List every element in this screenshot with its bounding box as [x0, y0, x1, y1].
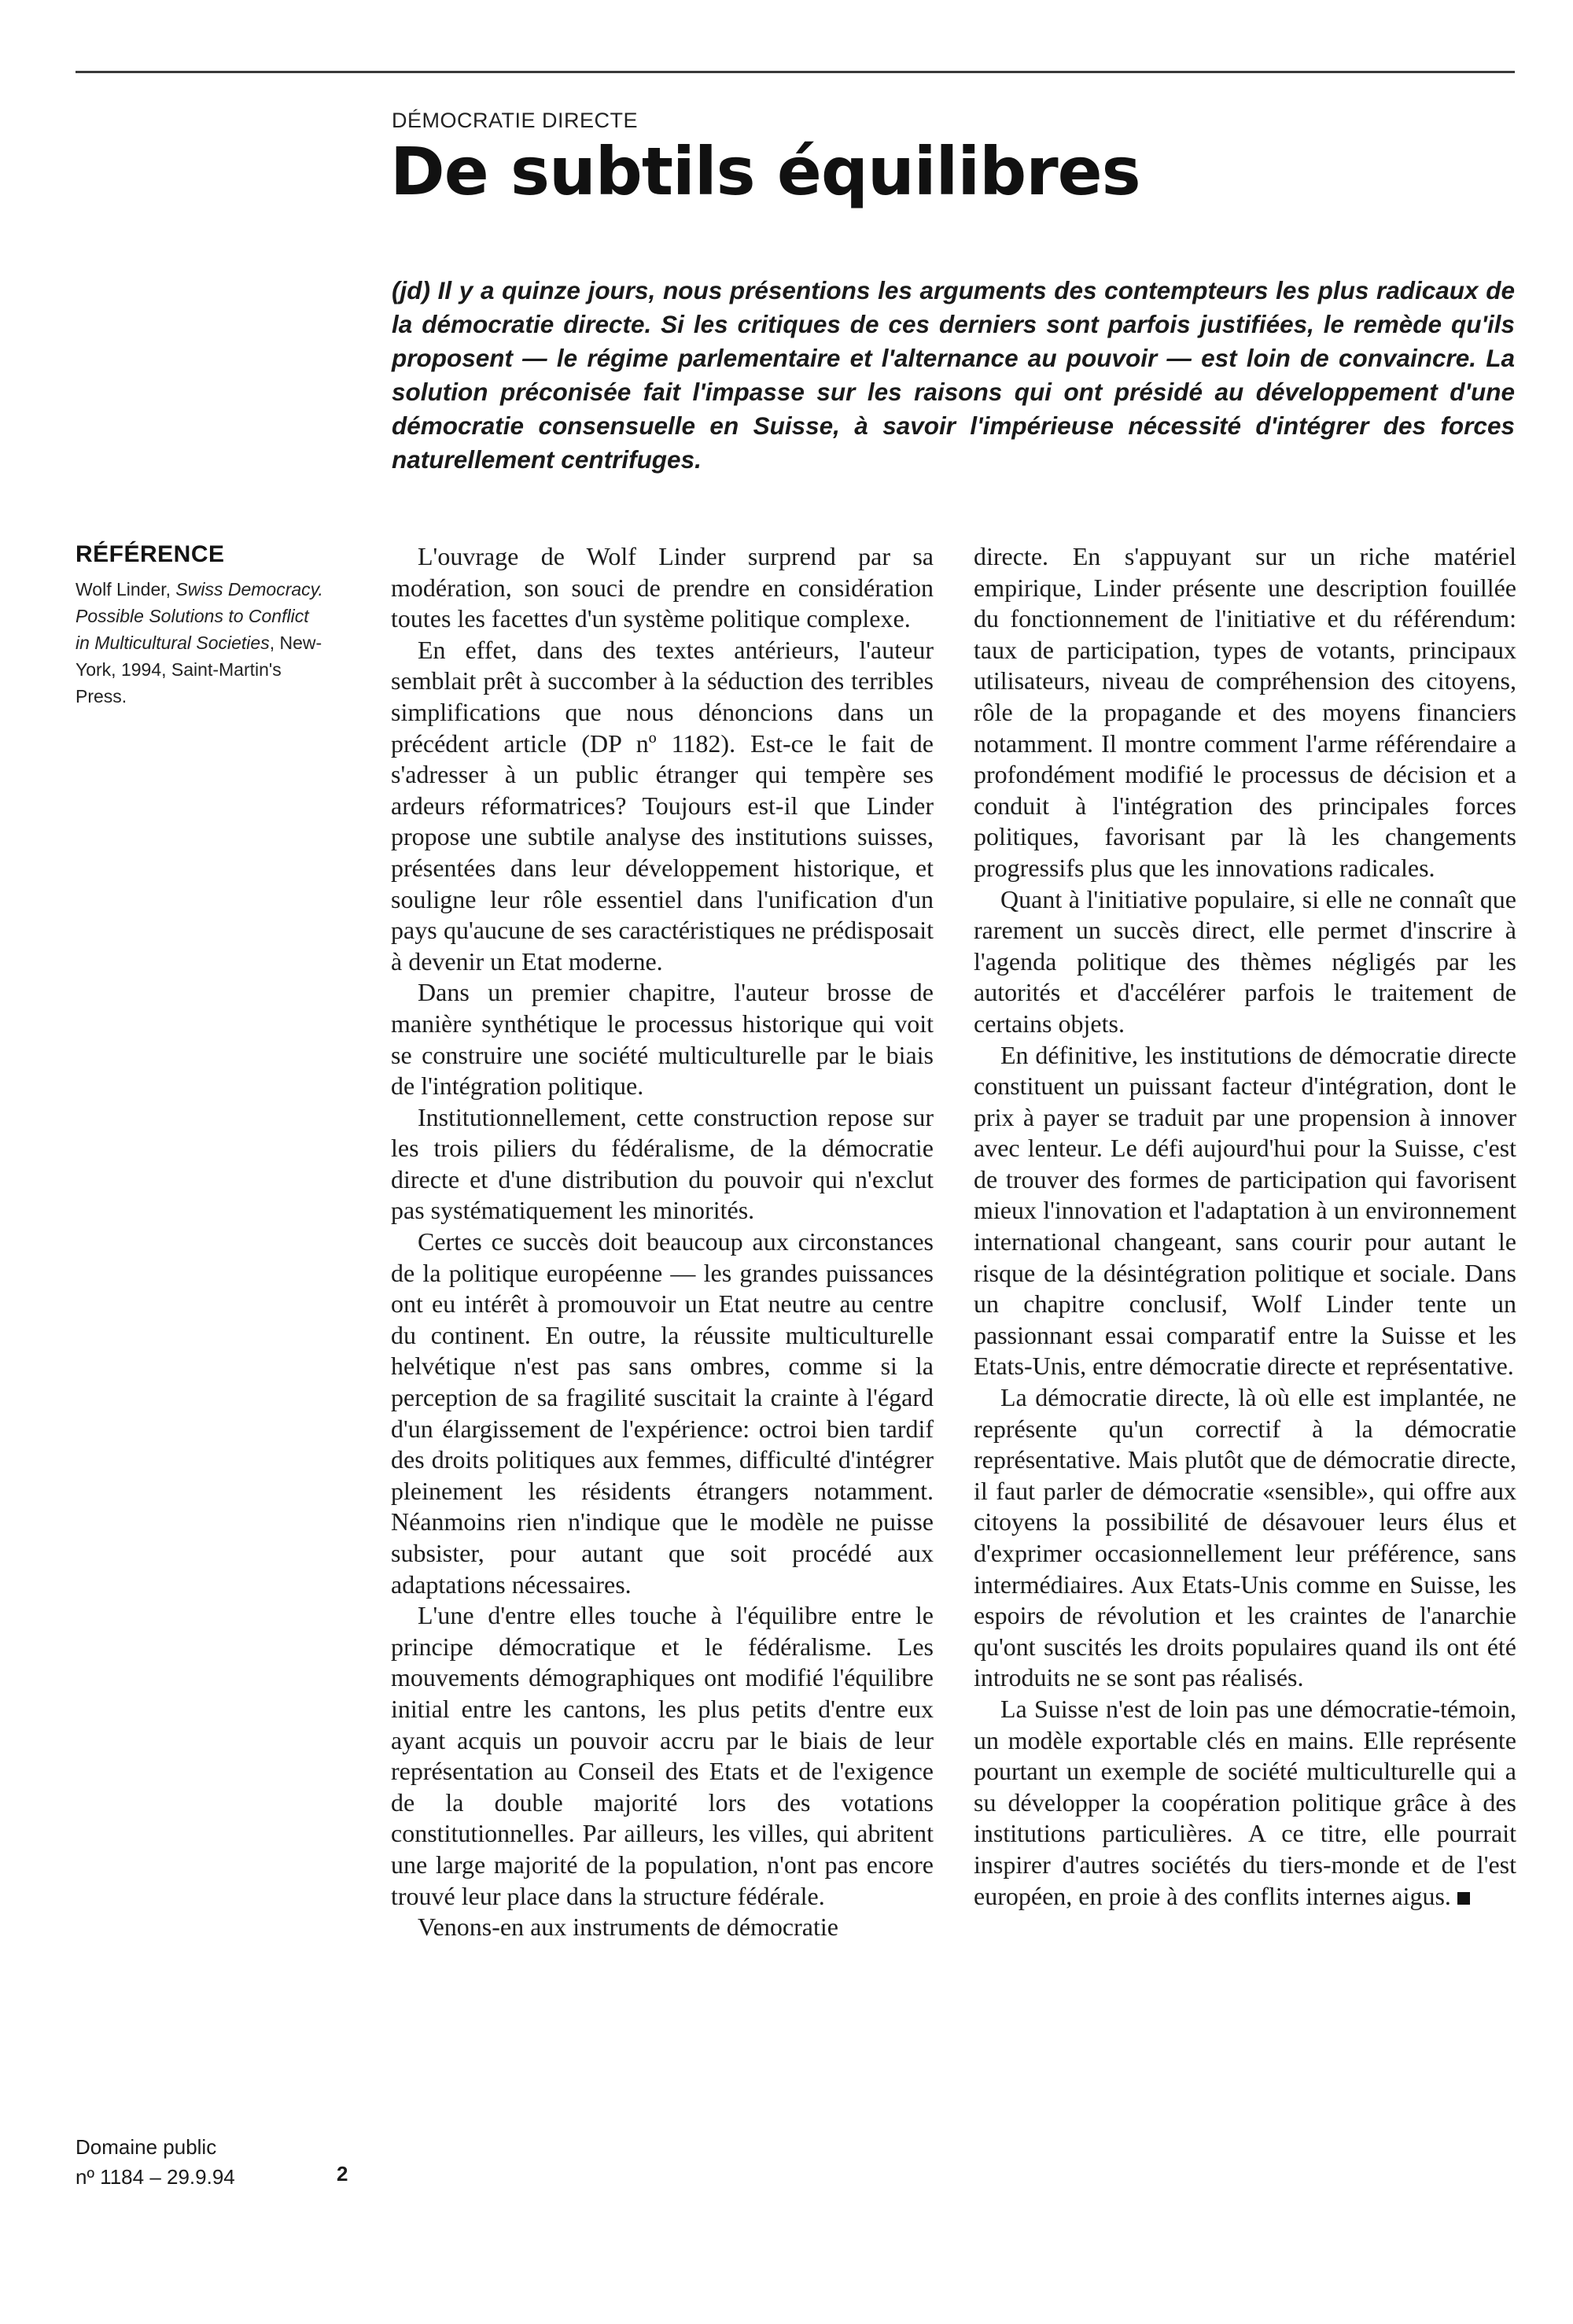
reference-citation [76, 576, 327, 710]
header-rule [76, 71, 1515, 73]
footer-issue: nº 1184 – 29.9.94 [76, 2165, 235, 2189]
reference-publication: , New-York, 1994, Saint-Martin's Press. [76, 633, 322, 706]
article-lead: (jd) Il y a quinze jours, nous présentions les arguments des contempteurs les plus radicaux de la démocratie directe. Si les critiques de ces derniers sont parfois justifiées, le remède qu'ils proposent — le régime parlementaire et l'alternance au pouvoir — est loin de convaincre. La solution préconisée fait l'impasse sur les raisons qui ont présidé au développement d'une démocratie consensuelle en Suisse, à savoir l'impérieuse nécessité d'intégrer des forces naturellement centrifuges. [392, 276, 1515, 474]
paragraph: Dans un premier chapitre, l'auteur brosse de manière synthétique le processus historique qui voit se construire une société multiculturelle par le biais de l'intégration politique. [391, 978, 934, 1101]
reference-book-title: Swiss Democracy. Possible Solutions to Conflict in Multicultural Societies [76, 579, 323, 653]
reference-author: Wolf Linder, [76, 579, 176, 599]
paragraph: Quant à l'initiative populaire, si elle ne connaît que rarement un succès direct, elle permet d'inscrire à l'agenda politique des thèmes négligés par les autorités et d'accélérer parfois le traitement de certains objets. [974, 884, 1516, 1038]
body-column-2 [974, 541, 1516, 1912]
paragraph: Certes ce succès doit beaucoup aux circonstances de la politique européenne — les grandes puissances ont eu intérêt à promouvoir un Etat neutre au centre du continent. En outre, la réussite multiculturelle helvétique n'est pas sans ombres, comme si la perception de sa fragilité suscitait la crainte à l'égard d'un élargissement de l'expérience: octroi bien tardif des droits politiques aux femmes, difficulté d'intégrer pleinement les résidents étrangers notamment. Néanmoins rien n'indique que le modèle ne puisse subsister, pour autant que soit procédé aux adaptations nécessaires. [391, 1227, 934, 1599]
footer [76, 2132, 235, 2192]
section-kicker: DÉMOCRATIE DIRECTE [392, 109, 639, 132]
reference-sidebar [76, 541, 327, 710]
paragraph: L'ouvrage de Wolf Linder surprend par sa modération, son souci de prendre en considération toutes les facettes d'un système politique complexe. [391, 542, 934, 633]
footer-publication: Domaine public [76, 2135, 217, 2159]
paragraph: En effet, dans des textes antérieurs, l'auteur semblait prêt à succomber à la séduction des terribles simplifications que nous dénoncions dans un précédent article (DP nº 1182). Est-ce le fait de s'adresser à un public étranger qui tempère ses ardeurs réformatrices? Toujours est-il que Linder propose une subtile analyse des institutions suisses, présentées dans leur développement historique, et souligne leur rôle essentiel dans l'unification d'un pays qu'aucune de ses caractéristiques ne prédisposait à devenir un Etat moderne. [391, 635, 934, 976]
paragraph: Institutionnellement, cette construction repose sur les trois piliers du fédéralisme, de la démocratie directe et d'une distribution du pouvoir qui n'exclut pas systématiquement les minorités. [391, 1102, 934, 1225]
paragraph: L'une d'entre elles touche à l'équilibre entre le principe démocratique et le fédéralisme. Les mouvements démographiques ont modifié l'équilibre initial entre les cantons, les plus petits d'entre eux ayant acquis un pouvoir accru par le biais de leur représentation au Conseil des Etats et de l'exigence de la double majorité lors des votations constitutionnelles. Par ailleurs, les villes, qui abritent une large majorité de la population, n'ont pas encore trouvé leur place dans la structure fédérale. [391, 1601, 934, 1910]
paragraph: La démocratie directe, là où elle est implantée, ne représente qu'un correctif à la démocratie représentative. Mais plutôt que de démocratie directe, il faut parler de démocratie «sensible», qui offre aux citoyens la possibilité de désavouer leurs élus et d'exprimer occasionnellement leur préférence, sans intermédiaires. Aux Etats-Unis comme en Suisse, les espoirs de révolution et les craintes de l'anarchie qu'ont suscités les droits populaires quand ils ont été introduits ne se sont pas réalisés. [974, 1383, 1516, 1692]
reference-heading: RÉFÉRENCE [76, 541, 225, 567]
paragraph-continuation: directe. En s'appuyant sur un riche matériel empirique, Linder présente une description fouillée du fonctionnement de l'initiative et du référendum: taux de participation, types de votants, principaux utilisateurs, niveau de compréhension des citoyens, rôle de la propagande et des moyens financiers notamment. Il montre comment l'arme référendaire a profondément modifié le processus de décision et a conduit à l'intégration des principales forces politiques, favorisant par là les changements progressifs plus que les innovations radicales. [974, 542, 1516, 882]
paragraph-final [974, 1694, 1516, 1912]
body-column-1 [391, 541, 934, 1943]
paragraph: Venons-en aux instruments de démocratie [418, 1913, 838, 1942]
final-text: La Suisse n'est de loin pas une démocratie-témoin, un modèle exportable clés en mains. Elle représente pourtant un exemple de société multiculturelle qui a su développer la coopération politique grâce à des institutions particulières. A ce titre, elle pourrait inspirer d'autres sociétés du tiers-monde et de l'est européen, en proie à des conflits internes aigus. [974, 1694, 1516, 1910]
end-of-article-mark [1457, 1892, 1470, 1905]
paragraph: En définitive, les institutions de démocratie directe constituent un puissant facteur d'intégration, dont le prix à payer se traduit par une propension à innover avec lenteur. Le défi aujourd'hui pour la Suisse, c'est de trouver des formes de participation qui favorisent mieux l'innovation et l'adaptation à un environnement international changeant, sans courir pour autant le risque de la désintégration politique et sociale. Dans un chapitre conclusif, Wolf Linder tente un passionnant essai comparatif entre la Suisse et les Etats-Unis, entre démocratie directe et représentative. [974, 1040, 1516, 1381]
page-number: 2 [337, 2162, 348, 2186]
article-title: De subtils équilibres [390, 133, 1140, 210]
